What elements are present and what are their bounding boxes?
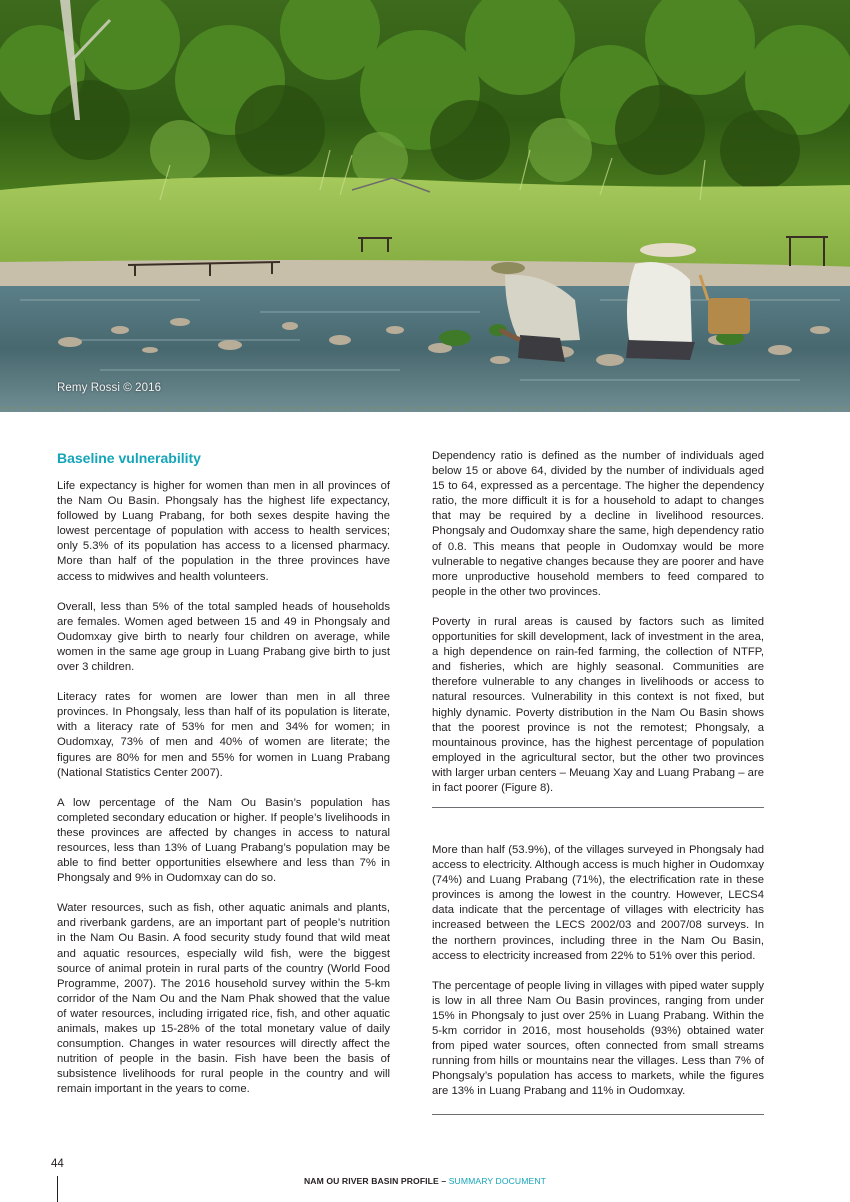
footer-title [0,1176,850,1186]
paragraph: Life expectancy is higher for women than men in all provinces of the Nam Ou Basin. Phongsaly has the highest life expectancy, followed by Luang Prabang, for both sexes despite having the lowest percentage of population with access to health services; only 5.3% of its population has access to a licensed pharmacy. More than half of the population in the three provinces have access to midwives and health volunteers. [57,480,390,583]
footer-document-title: NAM OU RIVER BASIN PROFILE – [304,1176,449,1186]
paragraph: Overall, less than 5% of the total sampled heads of households are females. Women aged between 15 and 49 in Phongsaly and Oudomxay give birth to nearly four children on average, while women in the same age group in Luang Prabang give birth to just over 3 children. [57,600,390,674]
paragraph: More than half (53.9%), of the villages surveyed in Phongsaly had access to electricity. Although access is much higher in Oudomxay (74%) and Luang Prabang (71%), the electrification rate in these provinces is among the lowest in the country. However, LECS4 data indicate that the percentage of villages with electricity has increased between the LECS 2002/03 and 2007/08 surveys. In the northern provinces, including three in the Nam Ou Basin, access to electricity increased from 22% to 51% over this period. [432,844,764,962]
hero-photo [0,0,850,412]
right-column-lower [432,843,764,1115]
paragraph: The percentage of people living in villages with piped water supply is low in all three Nam Ou Basin provinces, ranging from under 15% in Phongsaly to just over 25% in Luang Prabang. Within the 5-km corridor in 2016, most households (93%) obtained water from piped water sources, often connected from small streams running from hills or mountains near the villages. Less than 7% of Phongsaly’s population has access to markets, while the figures are 13% in Luang Prabang and 11% in Oudomxay. [432,979,764,1098]
photo-bottom-edge [0,406,850,412]
page-number: 44 [51,1158,64,1170]
paragraph: Dependency ratio is defined as the number of individuals aged below 15 or above 64, divided by the number of individuals aged 15 to 64, expressed as a percentage. The higher the dependency ratio, the more difficult it is for a household to adapt to changes that may be required by a decline in livelihood resources. Phongsaly and Oudomxay share the same, high dependency ratio of 0.8. This means that people in Oudomxay would be more vulnerable to negative changes because they are poorer and have more unproductive household members to feed compared to people in the other two provinces. [432,450,764,598]
footer-document-subtitle: SUMMARY DOCUMENT [448,1176,546,1186]
divider [432,1114,764,1115]
divider [432,807,764,808]
photo-credit: Remy Rossi © 2016 [57,382,162,394]
left-column [57,448,390,1112]
paragraph: Water resources, such as fish, other aquatic animals and plants, and riverbank gardens, are an important part of people’s nutrition in the Nam Ou Basin. A food security study found that wild meat and aquatic resources, especially wild fish, were the biggest source of animal protein in rural parts of the country (World Food Programme, 2007). The 2016 household survey within the 5-km corridor of the Nam Ou and the Nam Phak showed that the value of water resources, including irrigated rice, fish, and other aquatic animals, makes up 15-28% of the total monetary value of daily consumption. Changes in water resources will directly affect the nutrition of people in the basin. Fish have been the basis of subsistence livelihoods for rural people in the country and will remain important in the years to come. [57,902,390,1096]
paragraph: A low percentage of the Nam Ou Basin’s population has completed secondary education or higher. If people’s livelihoods in these provinces are affected by changes in access to natural resources, less than 13% of Luang Prabang’s population may be able to find better opportunities elsewhere and less than 7% in Phongsaly and 9% in Oudomxay can do so. [57,796,390,885]
river-photo-illustration [0,0,850,412]
paragraph: Poverty in rural areas is caused by factors such as limited opportunities for skill development, lack of investment in the area, a high dependence on rain-fed farming, the collection of NTFP, and fisheries, which are highly seasonal. Communities are therefore vulnerable to any changes in livelihoods or access to natural resources. Vulnerability in this context is not fixed, but highly dynamic. Poverty distribution in the Nam Ou Basin shows that the poorest province is not the remotest; Phongsaly, a mountainous province, has the highest percentage of population employed in the agricultural sector, but the other two provinces with larger urban centers – Meuang Xay and Luang Prabang – are in fact poorer (Figure 8). [432,615,764,794]
paragraph: Literacy rates for women are lower than men in all three provinces. In Phongsaly, less than half of its population is literate, with a literacy rate of 53% for men and 34% for women; in Oudomxay, 73% of men and 40% of women are literate; the figures are 80% for men and 55% for women in Luang Prabang (National Statistics Center 2007). [57,691,390,779]
right-column [432,449,764,811]
section-heading: Baseline vulnerability [57,450,201,466]
